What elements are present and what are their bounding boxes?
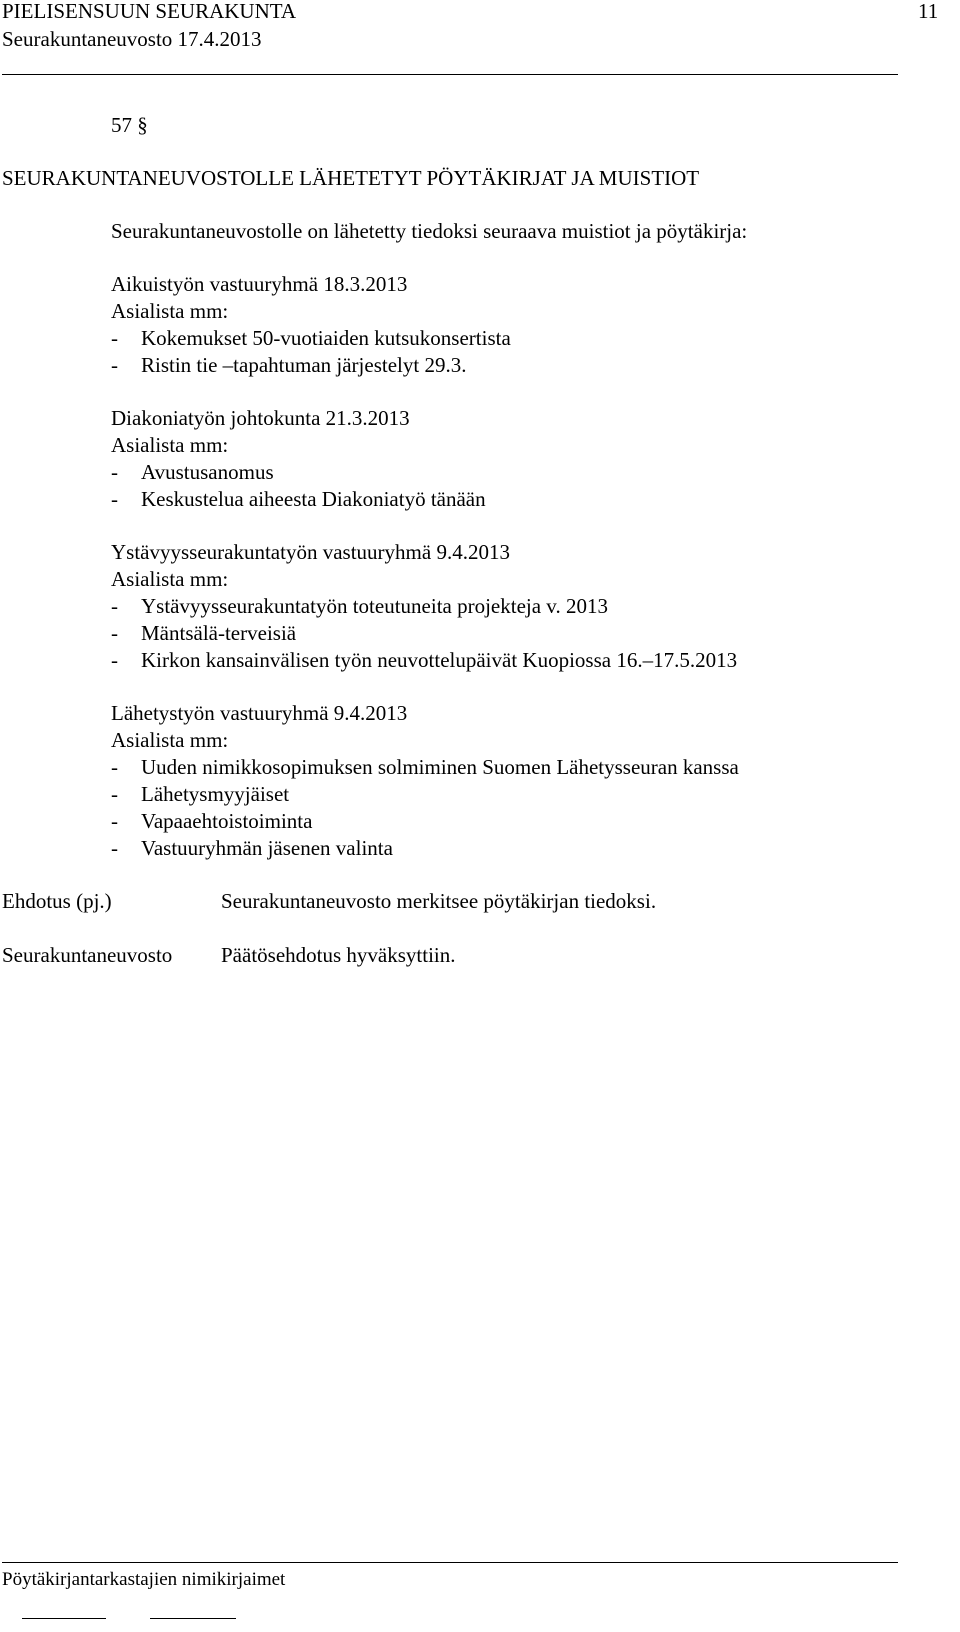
footer-rule [2,1562,898,1563]
list-item: - Kokemukset 50-vuotiaiden kutsukonsertista [111,326,511,350]
proposal-label: Ehdotus (pj.) [2,889,112,913]
list-item: - Ystävyysseurakuntatyön toteutuneita projekteja v. 2013 [111,594,608,618]
list-item: - Kirkon kansainvälisen työn neuvottelupäivät Kuopiossa 16.–17.5.2013 [111,648,738,672]
header-meeting: Seurakuntaneuvosto 17.4.2013 [2,27,262,51]
list-item: - Lähetysmyyjäiset [111,782,290,806]
header-org: PIELISENSUUN SEURAKUNTA [2,0,297,23]
group-subtitle: Asialista mm: [111,299,229,323]
list-item: - Mäntsälä-terveisiä [111,621,297,645]
initials-line [22,1618,106,1619]
group-title: Aikuistyön vastuuryhmä 18.3.2013 [111,272,408,296]
list-item: - Uuden nimikkosopimuksen solmiminen Suomen Lähetysseuran kanssa [111,755,739,779]
decision-label: Seurakuntaneuvosto [2,943,173,967]
section-intro: Seurakuntaneuvostolle on lähetetty tiedoksi seuraava muistiot ja pöytäkirja: [111,219,748,243]
list-item: - Vapaaehtoistoiminta [111,809,313,833]
initials-line [150,1618,236,1619]
group-subtitle: Asialista mm: [111,433,229,457]
group-title: Ystävyysseurakuntatyön vastuuryhmä 9.4.2013 [111,540,510,564]
list-item: - Avustusanomus [111,460,274,484]
section-title: SEURAKUNTANEUVOSTOLLE LÄHETETYT PÖYTÄKIRJAT JA MUISTIOT [2,166,700,190]
group-title: Diakoniatyön johtokunta 21.3.2013 [111,406,410,430]
list-item: - Keskustelua aiheesta Diakoniatyö tänään [111,487,486,511]
header-rule [2,74,898,75]
proposal-text: Seurakuntaneuvosto merkitsee pöytäkirjan tiedoksi. [221,889,657,913]
section-number: 57 [111,113,132,137]
group-subtitle: Asialista mm: [111,728,229,752]
section-heading [111,112,148,139]
decision-text: Päätösehdotus hyväksyttiin. [221,943,456,967]
group-title: Lähetystyön vastuuryhmä 9.4.2013 [111,701,408,725]
page-number: 11 [918,0,939,23]
list-item: - Vastuuryhmän jäsenen valinta [111,836,393,860]
list-item: - Ristin tie –tapahtuman järjestelyt 29.3. [111,353,467,377]
group-subtitle: Asialista mm: [111,567,229,591]
footer-label: Pöytäkirjantarkastajien nimikirjaimet [2,1569,286,1590]
section-symbol: § [137,113,148,137]
